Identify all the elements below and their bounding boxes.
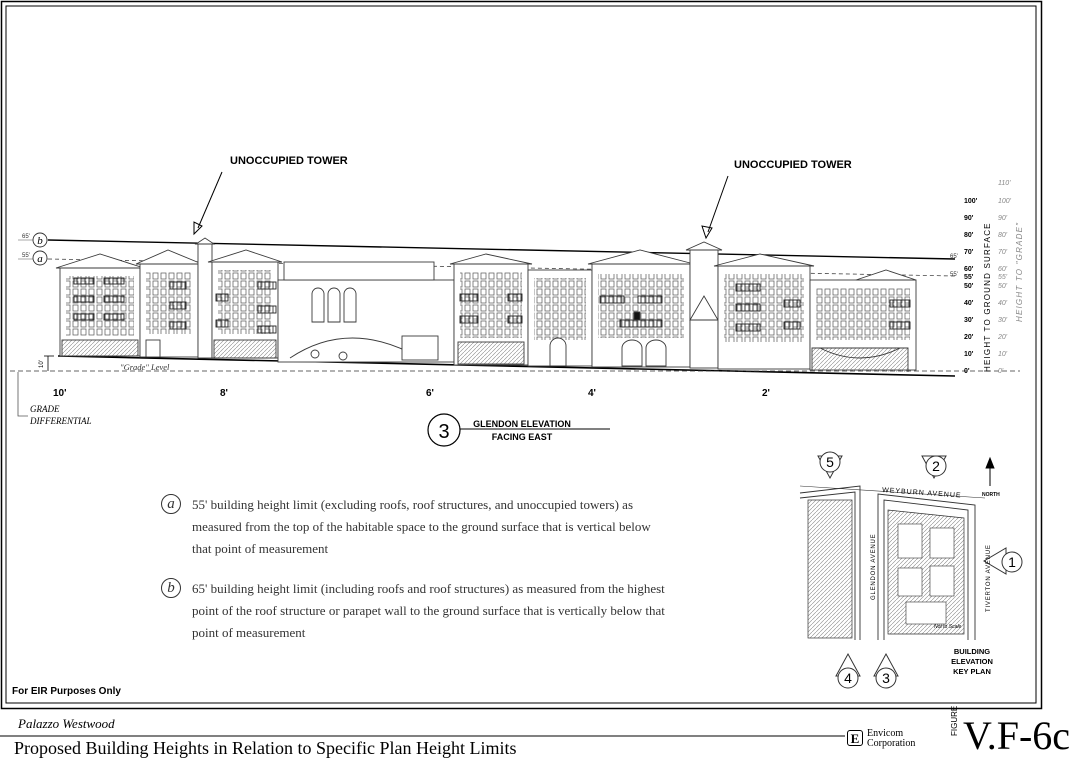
svg-text:60': 60' [998,266,1008,273]
svg-text:b: b [37,235,43,247]
firm-logo-block [847,728,937,750]
svg-text:70': 70' [964,249,974,256]
note-b-line2: point of the roof structure or parapet wall to the ground surface that is vertically below that [192,603,665,618]
view-1-label: 1 [1008,554,1016,570]
view-number: 3 [438,421,450,443]
figure-word: FIGURE [950,705,959,736]
note-b-line1: 65' building height limit (including roofs and roof structures) as measured from the highest [192,581,665,596]
project-name: Palazzo Westwood [18,716,115,731]
svg-text:0': 0' [964,368,970,375]
note-b-text [192,578,792,644]
svg-text:30': 30' [964,317,974,324]
key-plan-title-line3: KEY PLAN [953,667,991,676]
svg-text:80': 80' [998,232,1008,239]
glendon-elevation-drawing [10,155,1024,426]
svg-text:10': 10' [964,351,974,358]
svg-text:110': 110' [998,180,1011,187]
tower-arrow-left [198,172,222,228]
limit-a-right-label: 55' [950,272,958,278]
grade-mark-6: 6' [426,388,434,399]
height-scale-ground [964,198,978,375]
grade-mark-10: 10' [53,388,67,399]
view-title [428,414,610,446]
grade-mark-2: 2' [762,388,770,399]
svg-text:90': 90' [964,215,974,222]
view-5-label: 5 [826,454,834,470]
height-scale-grade [997,180,1012,375]
note-b-marker: b [161,578,181,598]
note-a-text [192,494,792,560]
svg-text:55': 55' [998,274,1008,281]
limit-b-left-label: 65' [22,234,30,240]
grade-level-label: "Grade" Level [120,362,170,372]
svg-text:50': 50' [998,283,1008,290]
grade-diff-dimension: 10' [39,360,45,368]
note-a-marker: a [161,494,181,514]
tiverton-label: TIVERTON AVENUE [986,544,992,612]
key-plan-title-line1: BUILDING [953,647,991,656]
axis-label-grade: HEIGHT TO "GRADE" [1015,221,1024,322]
building-facade [56,238,916,372]
svg-text:60': 60' [964,266,974,273]
glendon-label: GLENDON AVENUE [871,533,877,600]
view-4-label: 4 [844,670,852,686]
grade-mark-8: 8' [220,388,228,399]
note-a-line1: 55' building height limit (excluding roofs, roof structures, and unoccupied towers) as [192,497,633,512]
svg-text:a: a [37,253,43,265]
svg-text:90': 90' [998,215,1008,222]
note-a-line3: that point of measurement [192,541,329,556]
svg-text:80': 80' [964,232,974,239]
limit-a-left-label: 55' [22,253,30,259]
view-2-label: 2 [932,458,940,474]
grade-differential-line2: DIFFERENTIAL [30,416,92,426]
svg-text:55': 55' [964,274,974,281]
envicom-logo-icon: E [847,730,863,746]
not-to-scale-label: Not to Scale [934,624,962,630]
note-a-line2: measured from the top of the habitable space to the ground surface that is vertical below [192,519,651,534]
limit-b-right-label: 65' [950,254,958,260]
svg-text:50': 50' [964,283,974,290]
svg-text:100': 100' [998,198,1012,205]
tower-arrow-right [708,176,728,232]
svg-text:20': 20' [998,334,1008,341]
firm-name-line1: Envicom [867,728,904,739]
weyburn-label: WEYBURN AVENUE [881,487,962,500]
figure-title: Proposed Building Heights in Relation to Specific Plan Height Limits [14,738,517,758]
axis-label-ground: HEIGHT TO GROUND SURFACE [983,222,992,372]
view-title-line1: GLENDON ELEVATION [473,419,571,429]
svg-text:10': 10' [998,351,1008,358]
north-label: NORTH [982,492,1000,498]
grade-differential-line1: GRADE [30,404,60,414]
tower-label-right: UNOCCUPIED TOWER [734,159,852,171]
tower-label-left: UNOCCUPIED TOWER [230,155,348,167]
note-b-line3: point of measurement [192,625,306,640]
firm-name-line2: Corporation [867,738,916,749]
svg-text:0': 0' [998,368,1004,375]
svg-text:40': 40' [964,300,974,307]
view-title-line2: FACING EAST [491,432,553,442]
view-3-label: 3 [882,670,890,686]
svg-text:20': 20' [964,334,974,341]
svg-text:100': 100' [964,198,978,205]
svg-text:40': 40' [998,300,1008,307]
key-plan-title-line2: ELEVATION [951,657,993,666]
figure-number: V.F-6c [963,713,1070,758]
grade-mark-4: 4' [588,388,596,399]
svg-text:70': 70' [998,249,1008,256]
svg-text:30': 30' [998,317,1008,324]
eir-note: For EIR Purposes Only [12,686,121,697]
